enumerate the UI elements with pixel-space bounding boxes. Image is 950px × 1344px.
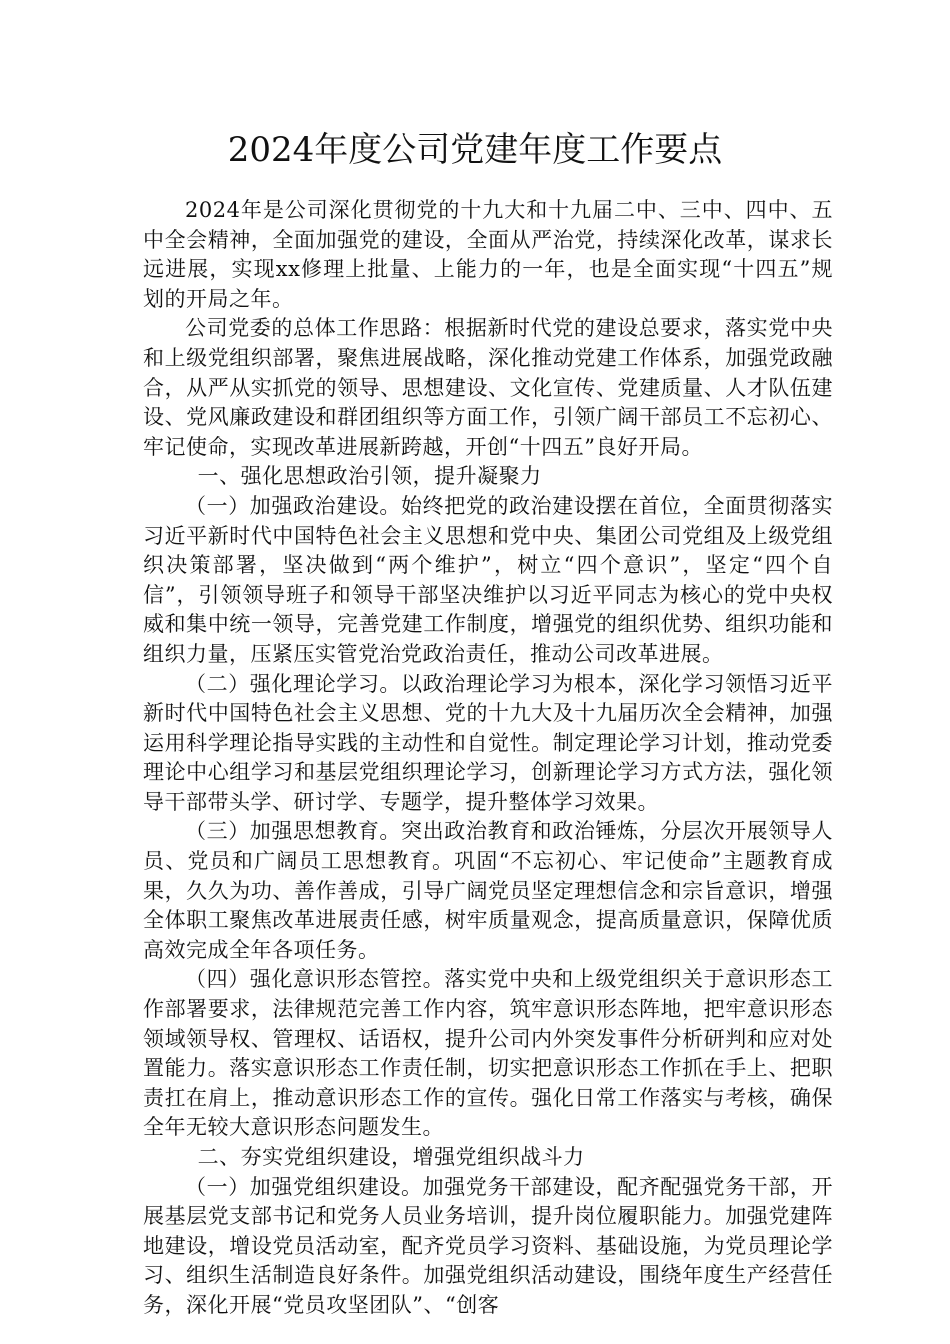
intro-paragraph: 2024年是公司深化贯彻党的十九大和十九届二中、三中、四中、五中全会精神，全面加强党的建设，全面从严治党，持续深化改革，谋求长远进展，实现xx修理上批量、上能力的一年，也是全面实现“十四五”规划的开局之年。 (143, 198, 833, 311)
section-2-item-1: （一）加强党组织建设。加强党务干部建设，配齐配强党务干部，开展基层党支部书记和党务人员业务培训，提升岗位履职能力。加强党建阵地建设，增设党员活动室，配齐党员学习资料、基础设施，为党员理论学习、组织生活制造良好条件。加强党组织活动建设，围绕年度生产经营任务，深化开展“党员攻坚团队”、“创客 (143, 1174, 833, 1317)
section-1-item-4: （四）强化意识形态管控。落实党中央和上级党组织关于意识形态工作部署要求，法律规范完善工作内容，筑牢意识形态阵地，把牢意识形态领域领导权、管理权、话语权，提升公司内外突发事件分析研判和应对处置能力。落实意识形态工作责任制，切实把意识形态工作抓在手上、把职责扛在肩上，推动意识形态工作的宣传。强化日常工作落实与考核，确保全年无较大意识形态问题发生。 (143, 967, 833, 1140)
section-1-item-3: （三）加强思想教育。突出政治教育和政治锤炼，分层次开展领导人员、党员和广阔员工思想教育。巩固“不忘初心、牢记使命”主题教育成果，久久为功、善作善成，引导广阔党员坚定理想信念和宗旨意识，增强全体职工聚焦改革进展责任感，树牢质量观念，提高质量意识，保障优质高效完成全年各项任务。 (143, 819, 833, 962)
section-heading-2: 二、夯实党组织建设，增强党组织战斗力 (197, 1145, 585, 1169)
overall-approach-paragraph: 公司党委的总体工作思路：根据新时代党的建设总要求，落实党中央和上级党组织部署，聚焦进展战略，深化推动党建工作体系，加强党政融合，从严从实抓党的领导、思想建设、文化宣传、党建质量、人才队伍建设、党风廉政建设和群团组织等方面工作，引领广阔干部员工不忘初心、牢记使命，实现改革进展新跨越，开创“十四五”良好开局。 (143, 316, 833, 459)
section-1-item-1: （一）加强政治建设。始终把党的政治建设摆在首位，全面贯彻落实习近平新时代中国特色社会主义思想和党中央、集团公司党组及上级党组织决策部署，坚决做到“两个维护”，树立“四个意识”，坚定“四个自信”，引领领导班子和领导干部坚决维护以习近平同志为核心的党中央权威和集中统一领导，完善党建工作制度，增强党的组织优势、组织功能和组织力量，压紧压实管党治党政治责任，推动公司改革进展。 (143, 493, 833, 666)
document-body (143, 196, 833, 1321)
section-heading-1: 一、强化思想政治引领，提升凝聚力 (197, 464, 542, 489)
section-1-item-2: （二）强化理论学习。以政治理论学习为根本，深化学习领悟习近平新时代中国特色社会主义思想、党的十九大及十九届历次全会精神，加强运用科学理论指导实践的主动性和自觉性。制定理论学习计划，推动党委理论中心组学习和基层党组织理论学习，创新理论学习方式方法，强化领导干部带头学、研讨学、专题学，提升整体学习效果。 (143, 671, 833, 814)
document-title: 2024年度公司党建年度工作要点 (227, 130, 723, 170)
